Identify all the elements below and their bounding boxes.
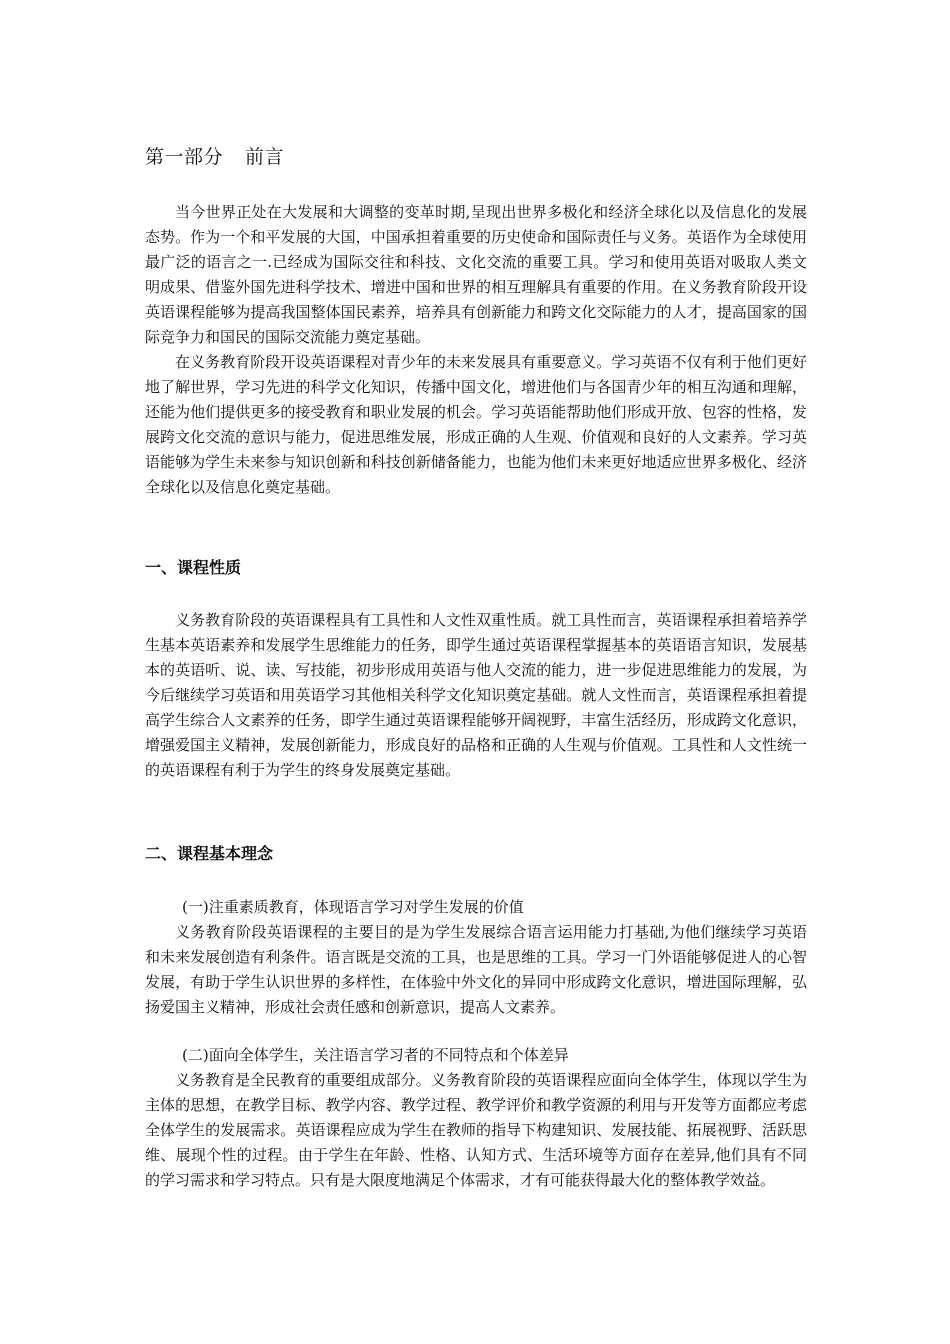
section-heading-course-nature: 一、课程性质 <box>145 558 242 577</box>
part-title <box>145 142 284 169</box>
course-nature-paragraph: 义务教育阶段的英语课程具有工具性和人文性双重性质。就工具性而言，英语课程承担着培养学生基本英语素养和发展学生思维能力的任务，即学生通过英语课程掌握基本的英语语言知识，发展基本的英语听、说、读、写技能，初步形成用英语与他人交流的能力，进一步促进思维能力的发展，为今后继续学习英语和用英语学习其他相关科学文化知识奠定基础。就人文性而言，英语课程承担着提高学生综合人文素养的任务，即学生通过英语课程能够开阔视野，丰富生活经历，形成跨文化意识，增强爱国主义精神，发展创新能力，形成良好的品格和正确的人生观与价值观。工具性和人文性统一的英语课程有利于为学生的终身发展奠定基础。 <box>145 611 807 779</box>
subheading-quality-education: (一)注重素质教育，体现语言学习对学生发展的价值 <box>182 898 524 916</box>
subheading-all-students: (二)面向全体学生，关注语言学习者的不同特点和个体差异 <box>182 1046 569 1064</box>
quality-education-paragraph: 义务教育阶段英语课程的主要目的是为学生发展综合语言运用能力打基础,为他们继续学习英语和未来发展创造有利条件。语言既是交流的工具，也是思维的工具。学习一门外语能够促进人的心智发展，有助于学生认识世界的多样性，在体验中外文化的异同中形成跨文化意识，增进国际理解，弘扬爱国主义精神，形成社会责任感和创新意识，提高人文素养。 <box>145 923 807 1016</box>
part-title-sub: 前言 <box>245 145 285 168</box>
preface-paragraph-1: 当今世界正处在大发展和大调整的变革时期,呈现出世界多极化和经济全球化以及信息化的发展态势。作为一个和平发展的大国，中国承担着重要的历史使命和国际责任与义务。英语作为全球使用最广泛的语言之一.已经成为国际交往和科技、文化交流的重要工具。学习和使用英语对吸取人类文明成果、借鉴外国先进科学技术、增进中国和世界的相互理解具有重要的作用。在义务教育阶段开设英语课程能够为提高我国整体国民素养，培养具有创新能力和跨文化交际能力的人才，提高国家的国际竞争力和国民的国际交流能力奠定基础。 <box>145 203 807 346</box>
preface-paragraph-2: 在义务教育阶段开设英语课程对青少年的未来发展具有重要意义。学习英语不仅有利于他们更好地了解世界，学习先进的科学文化知识，传播中国文化，增进他们与各国青少年的相互沟通和理解，还能为他们提供更多的接受教育和职业发展的机会。学习英语能帮助他们形成开放、包容的性格，发展跨文化交流的意识与能力，促进思维发展，形成正确的人生观、价值观和良好的人文素养。学习英语能够为学生未来参与知识创新和科技创新储备能力，也能为他们未来更好地适应世界多极化、经济全球化以及信息化奠定基础。 <box>145 353 807 496</box>
part-title-main: 第一部分 <box>145 145 224 168</box>
all-students-paragraph: 义务教育是全民教育的重要组成部分。义务教育阶段的英语课程应面向全体学生，体现以学生为主体的思想，在教学目标、教学内容、教学过程、教学评价和教学资源的利用与开发等方面都应考虑全体学生的发展需求。英语课程应成为学生在教师的指导下构建知识、发展技能、拓展视野、活跃思维、展现个性的过程。由于学生在年龄、性格、认知方式、生活环境等方面存在差异,他们具有不同的学习需求和学习特点。只有是大限度地满足个体需求，才有可能获得最大化的整体教学效益。 <box>145 1071 807 1189</box>
section-heading-basic-concepts: 二、课程基本理念 <box>145 844 274 863</box>
